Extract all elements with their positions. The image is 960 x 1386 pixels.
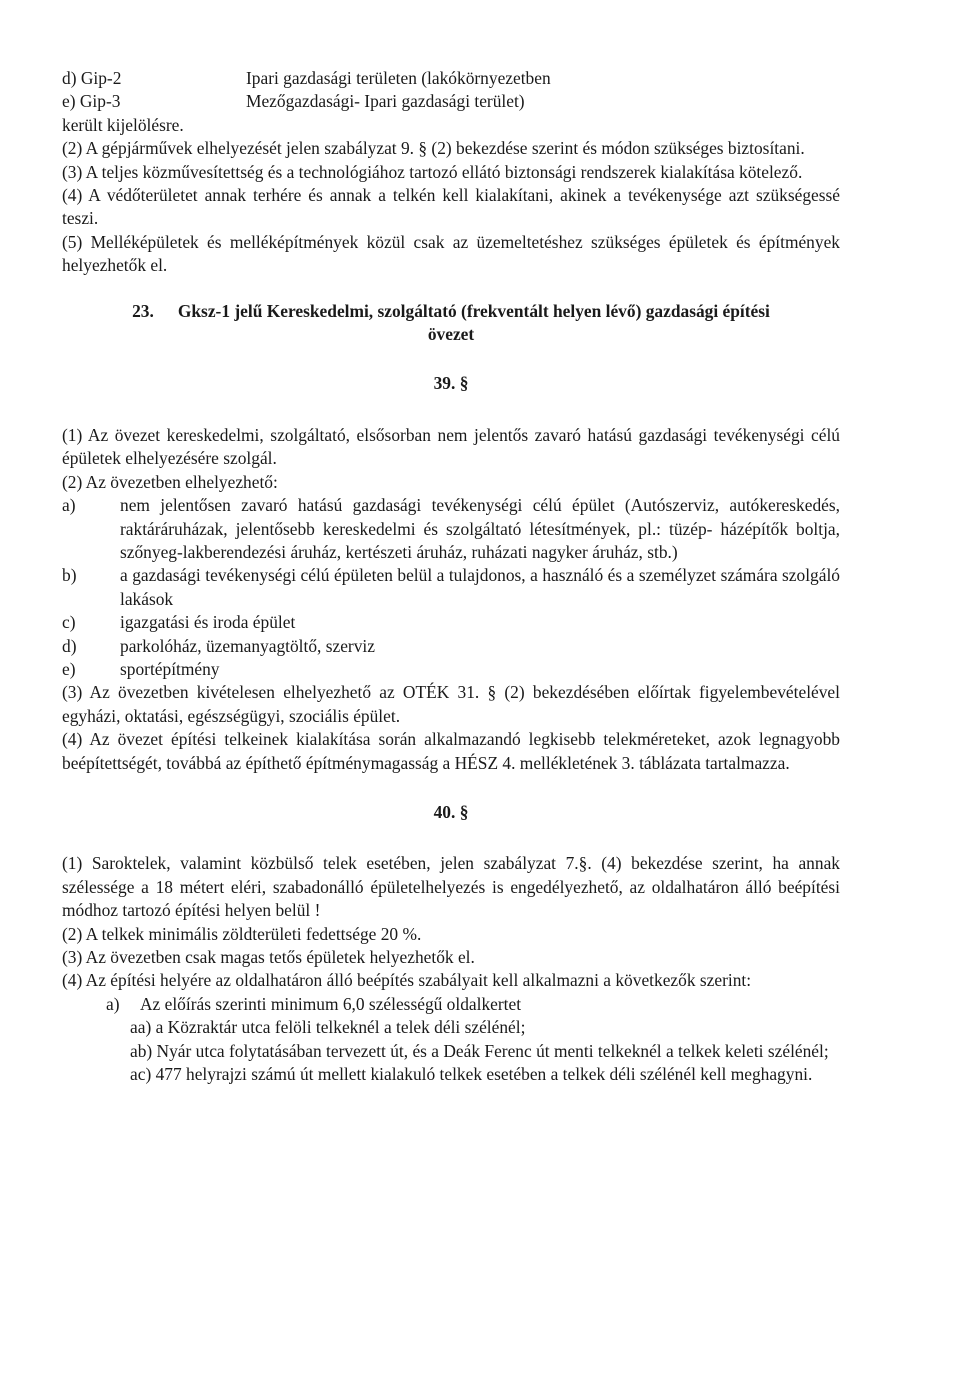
zone-row-gip2	[62, 67, 840, 90]
intro-paragraph-2: (2) A gépjárművek elhelyezését jelen szabályzat 9. § (2) bekezdése szerint és módon szükséges biztosítani.	[62, 138, 805, 159]
list-item-text: nem jelentősen zavaró hatású gazdasági tevékenységi célú épület (Autószerviz, autókereskedés, raktáráruházak, jelentősebb kereskedelmi és szolgáltató létesítmények, pl.: tüzép- házépítők boltja, szőnyeg-lakberendezési áruház, kertészeti áruház, ruházati nagyker áruház, stb.)	[120, 495, 840, 562]
list-item-text: a gazdasági tevékenységi célú épületen belül a tulajdonos, a használó és a személyzet számára szolgáló lakások	[120, 565, 840, 609]
chapter-title-line1: Gksz-1 jelű Kereskedelmi, szolgáltató (frekventált helyen lévő) gazdasági építési	[177, 300, 770, 321]
section-40-paragraph-1: (1) Saroktelek, valamint közbülső telek esetében, jelen szabályzat 7.§. (4) bekezdése szerint, ha annak szélessége a 18 métert eléri, szabadonálló épületelhelyezés is engedélyezhető, az oldalhatáron álló beépítési módhoz tartozó építési helyen belül !	[62, 853, 840, 921]
chapter-title-line2: övezet	[427, 324, 475, 345]
zone-name: Mezőgazdasági- Ipari gazdasági terület)	[246, 91, 525, 112]
section-40-paragraph-4: (4) Az építési helyére az oldalhatáron álló beépítés szabályait kell alkalmazni a következők szerint:	[62, 970, 752, 991]
list-item-text: igazgatási és iroda épület	[120, 612, 296, 633]
section-39-paragraph-3: (3) Az övezetben kivételesen elhelyezhető az OTÉK 31. § (2) bekezdésében előírtak figyelembevételével egyházi, oktatási, egészségügyi, szociális épület.	[62, 682, 840, 726]
chapter-number: 23.	[132, 300, 154, 321]
intro-paragraph-4: (4) A védőterületet annak terhére és annak a telkén kell kialakítani, akinek a tevékenysége azt szükségessé teszi.	[62, 185, 840, 229]
intro-kijeloles: került kijelölésre.	[62, 114, 184, 135]
sub-list-item: ab) Nyár utca folytatásában tervezett út, és a Deák Ferenc út menti telkeknél a telkek keleti szélénél;	[130, 1040, 829, 1061]
list-item-label: c)	[62, 612, 76, 633]
list-item	[62, 564, 840, 611]
list-item	[62, 993, 840, 1016]
intro-paragraph-3: (3) A teljes közművesítettség és a technológiához tartozó ellátó biztonsági rendszerek kialakítása kötelező.	[62, 161, 803, 182]
list-item	[62, 635, 840, 658]
section-40-heading: 40. §	[433, 801, 469, 822]
list-item-label: a)	[106, 993, 120, 1014]
list-item-label: d)	[62, 635, 77, 656]
section-40-paragraph-3: (3) Az övezetben csak magas tetős épületek helyezhetők el.	[62, 947, 475, 967]
intro-paragraph-5: (5) Melléképületek és melléképítmények közül csak az üzemeltetéshez szükséges épületek és építmények helyezhetők el.	[62, 231, 840, 276]
zone-name: Ipari gazdasági területen (lakókörnyezetben	[246, 68, 551, 88]
section-39-heading: 39. §	[433, 373, 469, 394]
list-item	[62, 494, 840, 564]
list-item-label: e)	[62, 658, 76, 679]
zone-code: e) Gip-3	[62, 91, 121, 112]
document-page	[62, 67, 840, 1086]
sub-list-item: ac) 477 helyrajzi számú út mellett kialakuló telkek esetében a telkek déli szélénél kell meghagyni.	[130, 1064, 813, 1085]
list-item-text: sportépítmény	[120, 658, 220, 679]
list-item-label: b)	[62, 565, 77, 586]
list-item-label: a)	[62, 495, 76, 516]
list-item-text: parkolóház, üzemanyagtöltő, szerviz	[120, 635, 375, 656]
sub-list-item: aa) a Közraktár utca felöli telkeknél a telek déli szélénél;	[130, 1017, 526, 1038]
zone-row-gip3	[62, 90, 840, 113]
section-39-paragraph-2: (2) Az övezetben elhelyezhető:	[62, 471, 278, 492]
section-40-paragraph-2: (2) A telkek minimális zöldterületi fedettsége 20 %.	[62, 923, 422, 944]
section-39-paragraph-1: (1) Az övezet kereskedelmi, szolgáltató, elsősorban nem jelentős zavaró hatású gazdasági tevékenységi célú épületek elhelyezésére szolgál.	[62, 424, 840, 469]
list-item	[62, 658, 840, 681]
zone-code: d) Gip-2	[62, 68, 122, 88]
section-39-paragraph-4: (4) Az övezet építési telkeinek kialakítása során alkalmazandó legkisebb telekméreteket, azok legnagyobb beépítettségét, továbbá az építhető építménymagasság a HÉSZ 4. mellékletének 3. táblázata tartalmazza.	[62, 729, 840, 773]
chapter-title	[62, 300, 840, 323]
list-item-text: Az előírás szerinti minimum 6,0 szélességű oldalkertet	[140, 993, 522, 1014]
list-item	[62, 611, 840, 634]
sub-list	[62, 1016, 840, 1086]
